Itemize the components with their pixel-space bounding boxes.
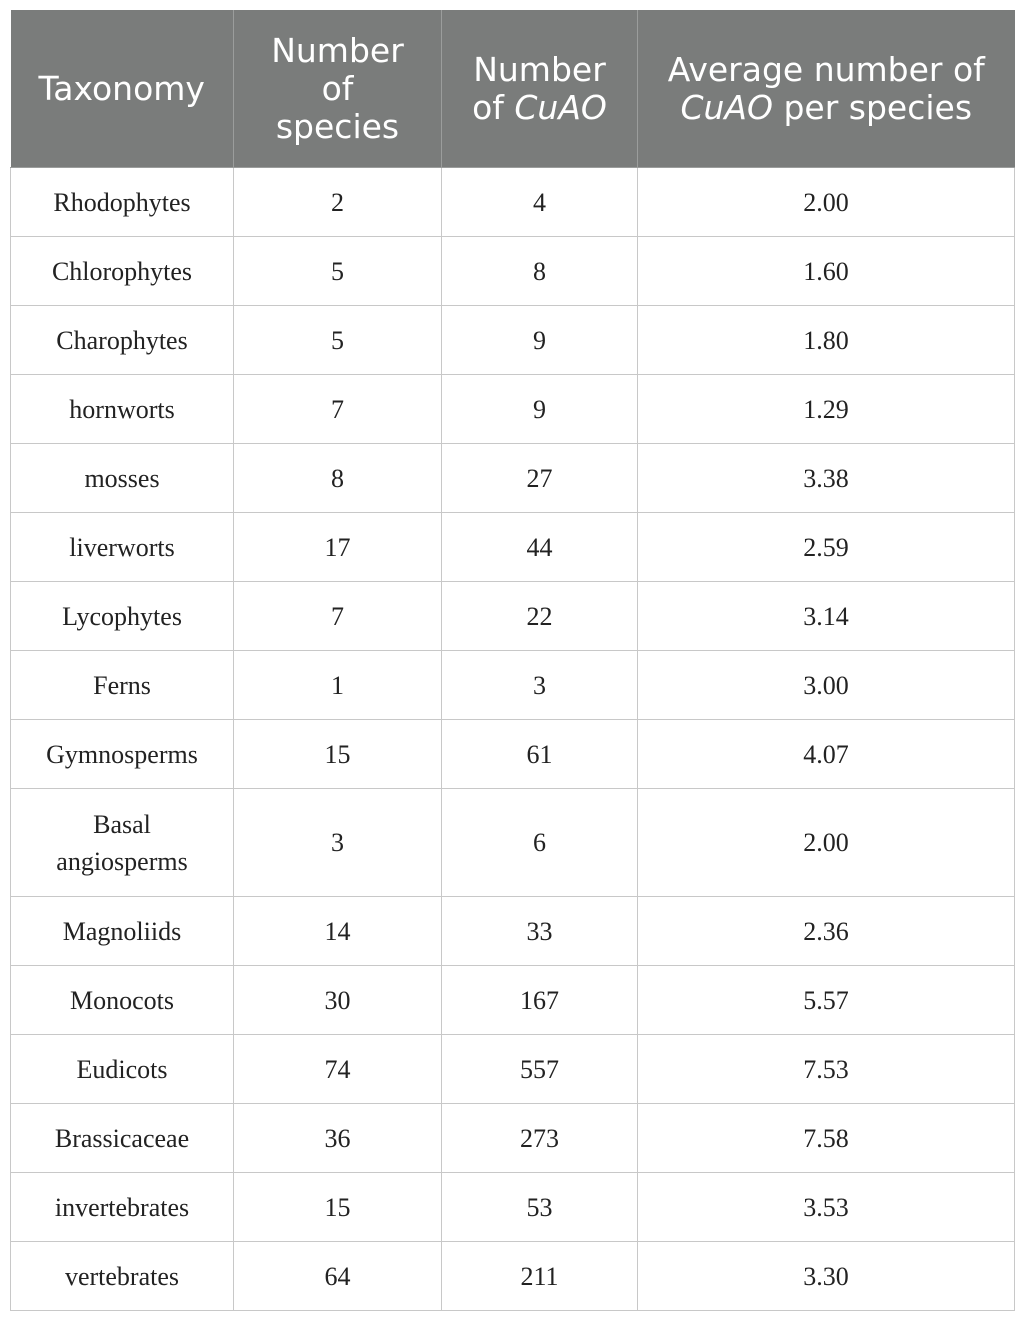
cell-taxonomy: Charophytes	[11, 306, 234, 375]
cell-taxonomy: hornworts	[11, 375, 234, 444]
table-row	[11, 789, 1015, 897]
cell-species: 15	[234, 1173, 442, 1242]
cell-taxonomy: Rhodophytes	[11, 168, 234, 237]
cell-avg: 3.53	[638, 1173, 1015, 1242]
table-row	[11, 1035, 1015, 1104]
cell-cuao: 61	[442, 720, 638, 789]
cell-cuao: 4	[442, 168, 638, 237]
cell-avg: 3.00	[638, 651, 1015, 720]
cell-avg: 7.53	[638, 1035, 1015, 1104]
cell-taxonomy: Brassicaceae	[11, 1104, 234, 1173]
cell-species: 74	[234, 1035, 442, 1104]
table-row	[11, 1242, 1015, 1311]
header-taxonomy-text: Taxonomy	[38, 68, 205, 108]
cell-taxonomy: Ferns	[11, 651, 234, 720]
table-row	[11, 720, 1015, 789]
table-body	[11, 168, 1015, 1311]
header-avg-italic: CuAO	[680, 87, 773, 127]
cell-cuao: 3	[442, 651, 638, 720]
cell-avg: 3.30	[638, 1242, 1015, 1311]
table-row	[11, 444, 1015, 513]
cell-cuao: 8	[442, 237, 638, 306]
cell-taxonomy-line2: angiosperms	[56, 846, 188, 876]
header-avg-line1: Average number of	[667, 49, 985, 89]
cell-taxonomy: vertebrates	[11, 1242, 234, 1311]
cell-avg: 2.36	[638, 897, 1015, 966]
cell-taxonomy: invertebrates	[11, 1173, 234, 1242]
cell-taxonomy: Monocots	[11, 966, 234, 1035]
header-row	[11, 10, 1015, 168]
cell-species: 17	[234, 513, 442, 582]
header-cuao-italic: CuAO	[514, 87, 607, 127]
cell-species: 7	[234, 375, 442, 444]
cell-cuao: 167	[442, 966, 638, 1035]
header-average-cuao	[638, 10, 1015, 168]
table-row	[11, 237, 1015, 306]
cell-taxonomy: mosses	[11, 444, 234, 513]
table-row	[11, 582, 1015, 651]
header-number-of-species	[234, 10, 442, 168]
header-species-line3: species	[275, 106, 400, 146]
cell-species: 64	[234, 1242, 442, 1311]
cell-avg: 3.38	[638, 444, 1015, 513]
cell-avg: 2.59	[638, 513, 1015, 582]
cell-cuao: 557	[442, 1035, 638, 1104]
cell-cuao: 9	[442, 306, 638, 375]
cell-avg: 7.58	[638, 1104, 1015, 1173]
cell-species: 8	[234, 444, 442, 513]
table-row	[11, 306, 1015, 375]
cell-cuao: 53	[442, 1173, 638, 1242]
cell-cuao: 211	[442, 1242, 638, 1311]
cell-avg: 3.14	[638, 582, 1015, 651]
header-number-of-cuao	[442, 10, 638, 168]
header-taxonomy	[11, 10, 234, 168]
cell-taxonomy: Lycophytes	[11, 582, 234, 651]
cell-species: 5	[234, 237, 442, 306]
table-row	[11, 897, 1015, 966]
cell-avg: 2.00	[638, 168, 1015, 237]
cell-species: 36	[234, 1104, 442, 1173]
cell-species: 14	[234, 897, 442, 966]
table-row	[11, 168, 1015, 237]
cell-species: 2	[234, 168, 442, 237]
cell-species: 7	[234, 582, 442, 651]
table-row	[11, 1173, 1015, 1242]
header-species-line1: Number	[271, 30, 404, 70]
cell-avg: 1.29	[638, 375, 1015, 444]
cell-avg: 5.57	[638, 966, 1015, 1035]
cell-avg: 4.07	[638, 720, 1015, 789]
header-cuao-line1: Number	[473, 49, 606, 89]
table-row	[11, 966, 1015, 1035]
header-cuao-prefix: of	[472, 87, 515, 127]
cell-avg: 1.60	[638, 237, 1015, 306]
table-row	[11, 1104, 1015, 1173]
table-row	[11, 651, 1015, 720]
cell-taxonomy	[11, 789, 234, 897]
cell-cuao: 44	[442, 513, 638, 582]
table-row	[11, 513, 1015, 582]
cell-cuao: 27	[442, 444, 638, 513]
cell-cuao: 6	[442, 789, 638, 897]
cell-taxonomy: Eudicots	[11, 1035, 234, 1104]
cell-species: 1	[234, 651, 442, 720]
cell-avg: 1.80	[638, 306, 1015, 375]
cell-taxonomy: Magnoliids	[11, 897, 234, 966]
cell-taxonomy: liverworts	[11, 513, 234, 582]
table-header	[11, 10, 1015, 168]
cell-cuao: 273	[442, 1104, 638, 1173]
cell-taxonomy: Chlorophytes	[11, 237, 234, 306]
cell-avg: 2.00	[638, 789, 1015, 897]
cell-cuao: 22	[442, 582, 638, 651]
cell-taxonomy: Gymnosperms	[11, 720, 234, 789]
cell-species: 3	[234, 789, 442, 897]
cell-cuao: 33	[442, 897, 638, 966]
cell-species: 30	[234, 966, 442, 1035]
header-avg-suffix: per species	[772, 87, 973, 127]
cell-taxonomy-line1: Basal	[93, 809, 151, 839]
cell-species: 15	[234, 720, 442, 789]
cuao-taxonomy-table	[10, 10, 1015, 1311]
table-row	[11, 375, 1015, 444]
cell-species: 5	[234, 306, 442, 375]
header-species-line2: of	[321, 68, 354, 108]
cell-cuao: 9	[442, 375, 638, 444]
